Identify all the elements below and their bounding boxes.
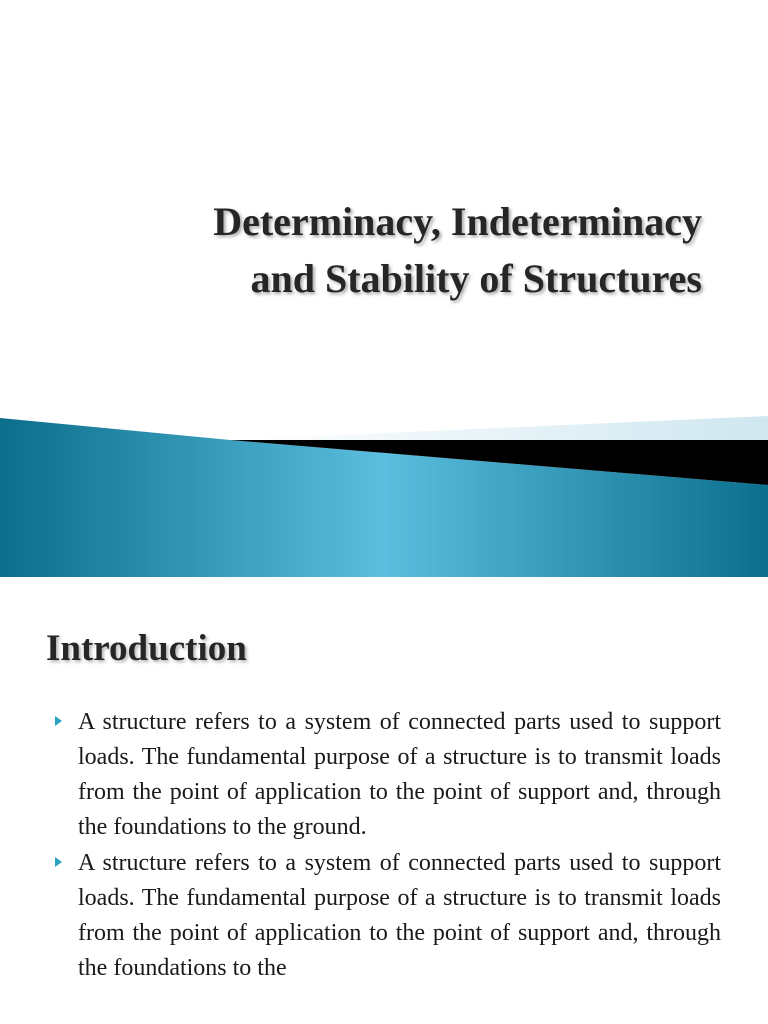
banner-pale-strip xyxy=(230,416,768,440)
section-heading: Introduction xyxy=(46,628,247,669)
slide-title-line-2: and Stability of Structures xyxy=(250,256,702,301)
decorative-banner xyxy=(0,410,768,577)
bullet-list xyxy=(0,705,768,987)
bullet-item xyxy=(0,705,768,845)
bullet-item xyxy=(0,846,768,986)
introduction-slide xyxy=(0,577,768,1024)
slide-title xyxy=(62,193,702,307)
bullet-text: A structure refers to a system of connected parts used to support loads. The fundamental purpose of a structure is to transmit loads from the point of application to the point of support and, through the foundations to the ground. xyxy=(78,709,721,840)
slide-title-line-1: Determinacy, Indeterminacy xyxy=(213,199,702,244)
bullet-text: A structure refers to a system of connected parts used to support loads. The fundamental purpose of a structure is to transmit loads from the point of application to the point of support and, through the foundations to the xyxy=(78,850,721,981)
triangle-right-icon xyxy=(55,857,62,867)
triangle-right-icon xyxy=(55,716,62,726)
